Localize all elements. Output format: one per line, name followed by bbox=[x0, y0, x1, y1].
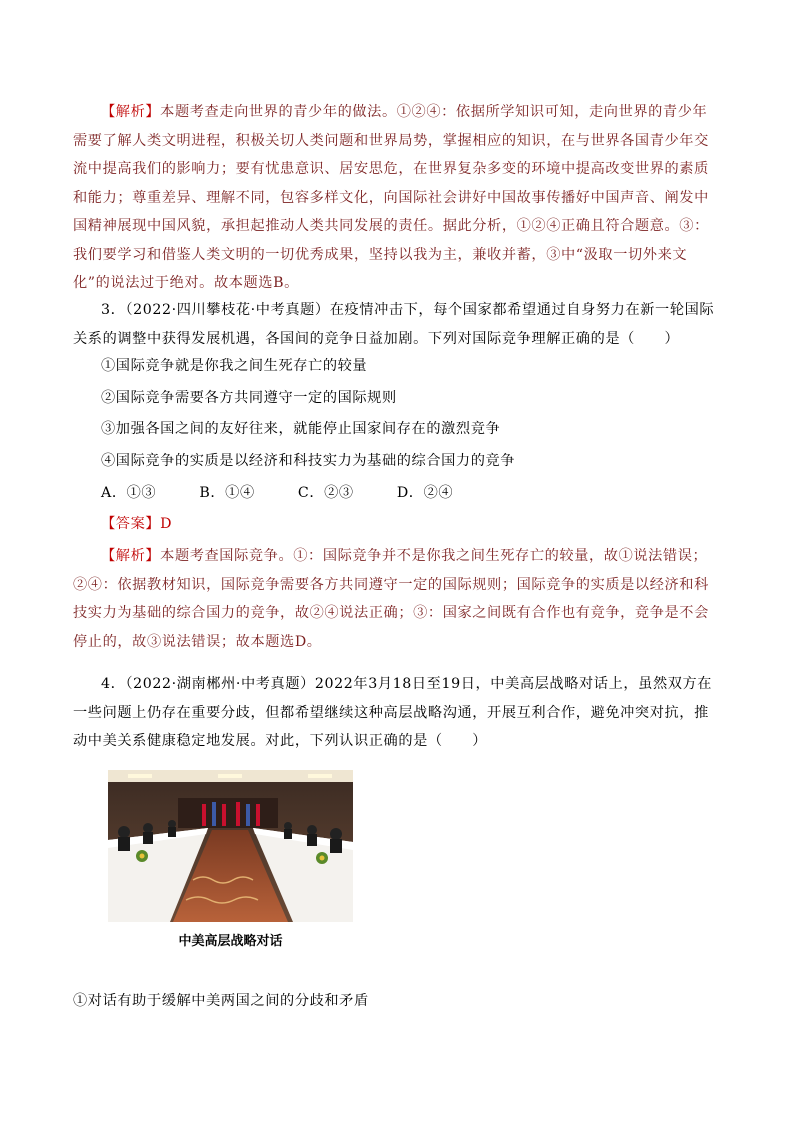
q3-analysis bbox=[73, 542, 721, 656]
q3-option-1: ①国际竞争就是你我之间生死存亡的较量 bbox=[101, 358, 368, 374]
analysis-text: 本题考查国际竞争。①：国际竞争并不是你我之间生死存亡的较量，故①说法错误；②④：依据教材知识，国际竞争需要各方共同遵守一定的国际规则；国际竞争的实质是以经济和科技实力为基础的综合国力的竞争，故②④说法正确；③：国家之间既有合作也有竞争，竞争是不会停止的，故③说法错误；故本题选D。 bbox=[73, 548, 709, 650]
q3-answer bbox=[73, 510, 721, 539]
choice-c: C．②③ bbox=[297, 485, 354, 501]
meeting-room-image bbox=[108, 770, 353, 922]
q4-option-1: ①对话有助于缓解中美两国之间的分歧和矛盾 bbox=[73, 993, 369, 1009]
question-3-stem: 3．（2022·四川攀枝花·中考真题）在疫情冲击下，每个国家都希望通过自身努力在新一轮国际关系的调整中获得发展机遇，各国间的竞争日益加剧。下列对国际竞争理解正确的是（ ） bbox=[73, 302, 715, 347]
q3-option-2: ②国际竞争需要各方共同遵守一定的国际规则 bbox=[101, 390, 397, 406]
question-4-stem: 4．（2022·湖南郴州·中考真题）2022年3月18日至19日，中美高层战略对话上，虽然双方在一些问题上仍存在重要分歧，但都希望继续这种高层战略沟通，开展互利合作，避免冲突对抗，推动中美关系健康稳定地发展。对此，下列认识正确的是（ ） bbox=[73, 676, 713, 749]
analysis-text: 本题考查走向世界的青少年的做法。①②④：依据所学知识可知，走向世界的青少年需要了解人类文明进程，积极关切人类问题和世界局势，掌握相应的知识，在与世界各国青少年交流中提高我们的影响力；要有忧患意识、居安思危，在世界复杂多变的环境中提高改变世界的素质和能力；尊重差异、理解不同，包容多样文化，向国际社会讲好中国故事传播好中国声音、阐发中国精神展现中国风貌，承担起推动人类共同发展的责任。据此分析，①②④正确且符合题意。③：我们要学习和借鉴人类文明的一切优秀成果，坚持以我为主，兼收并蓄，③中“汲取一切外来文化”的说法过于绝对。故本题选B。 bbox=[73, 104, 709, 291]
q3-choices bbox=[101, 482, 491, 502]
analysis-previous bbox=[73, 98, 721, 298]
choice-d: D．②④ bbox=[396, 485, 454, 501]
choice-b: B．①④ bbox=[199, 485, 255, 501]
answer-value: D bbox=[160, 516, 173, 532]
q3-option-3: ③加强各国之间的友好往来，就能停止国家间存在的激烈竞争 bbox=[101, 421, 501, 437]
photo-caption: 中美高层战略对话 bbox=[178, 934, 283, 949]
q3-option-4: ④国际竞争的实质是以经济和科技实力为基础的综合国力的竞争 bbox=[101, 453, 516, 469]
analysis-tag: 【解析】 bbox=[101, 548, 161, 564]
choice-a: A．①③ bbox=[101, 485, 157, 501]
dialogue-photo bbox=[108, 770, 353, 922]
analysis-tag: 【解析】 bbox=[101, 104, 161, 120]
answer-tag: 【答案】 bbox=[101, 516, 161, 532]
